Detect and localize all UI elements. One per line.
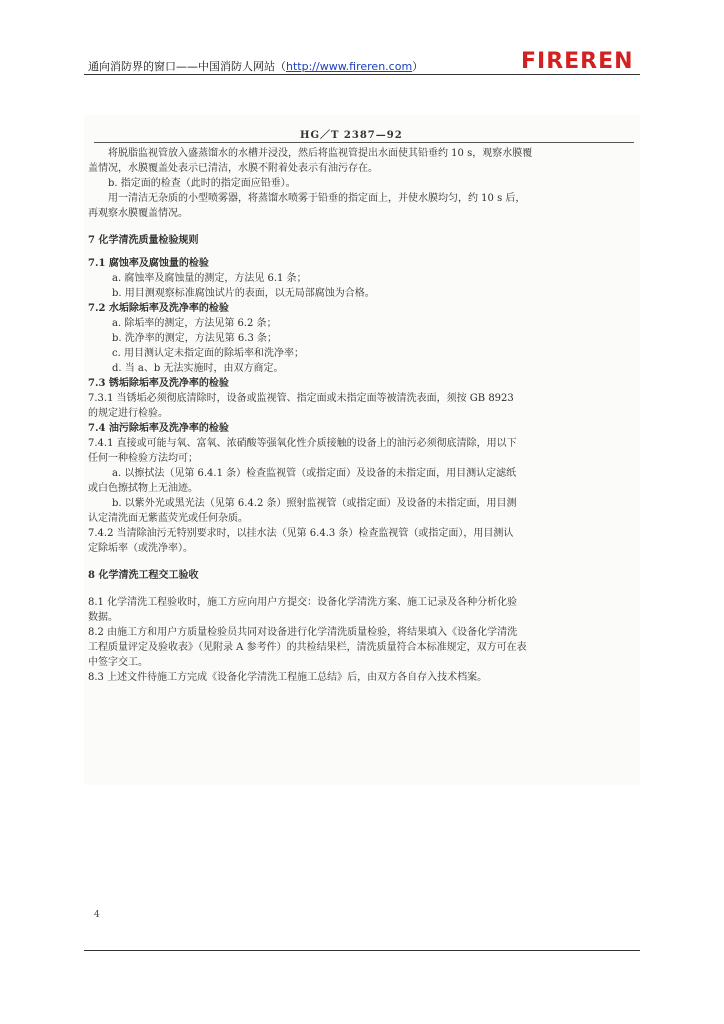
text-line: a. 腐蚀率及腐蚀量的测定，方法见 6.1 条； [112,273,307,284]
text-line: b. 洗净率的测定，方法见第 6.3 条； [112,333,278,344]
footer-divider [84,950,640,951]
text-line: 数据。 [88,612,118,623]
standard-number: HG／T 2387—92 [300,130,403,141]
text-line: c. 用目测认定未指定面的除垢率和洗净率； [112,348,304,359]
header-prefix: 通向消防界的窗口——中国消防人网站（ [88,60,286,73]
section-heading: 7.3 锈垢除垢率及洗净率的检验 [88,378,229,389]
text-line: 8.1 化学清洗工程验收时，施工方应向用户方提交：设备化学清洗方案、施工记录及各种分析化验 [88,597,518,608]
text-line: 的规定进行检验。 [88,408,168,419]
text-line: 定除垢率（或洗净率）。 [88,543,193,554]
text-line: 盖情况，水膜覆盖处表示已清洁，水膜不附着处表示有油污存在。 [88,163,378,174]
spacer [88,248,634,256]
text-line: 用一清洁无杂质的小型喷雾器，将蒸馏水喷雾于铅垂的指定面上，并使水膜均匀，约 10 s 后， [108,193,526,204]
section-heading: 7 化学清洗质量检验规则 [88,235,199,246]
text-line: 8.3 上述文件待施工方完成《设备化学清洗工程施工总结》后，由双方各自存入技术档案。 [88,672,488,683]
text-line: 认定清洗面无紫蓝荧光或任何杂质。 [88,513,248,524]
text-line: b. 用目测观察标准腐蚀试片的表面，以无局部腐蚀为合格。 [112,288,375,299]
section-heading: 7.2 水垢除垢率及洗净率的检验 [88,303,229,314]
text-line: 将脱脂监视管放入盛蒸馏水的水槽并浸没，然后将监视管提出水面使其铅垂约 10 s，观察水膜覆 [108,148,533,159]
section-heading: 8 化学清洗工程交工验收 [88,570,199,581]
header-divider [84,74,640,75]
spacer [88,556,634,568]
text-line: 再观察水膜覆盖情况。 [88,208,188,219]
text-line: a. 以擦拭法（见第 6.4.1 条）检查监视管（或指定面）及设备的未指定面，用目测认定滤纸 [112,468,517,479]
fireren-logo: FIREREN [521,49,634,74]
site-header-text [88,58,423,74]
text-line: 7.4.2 当清除油污无特别要求时，以挂水法（见第 6.4.3 条）检查监视管（或指定面），用目测认 [88,528,514,539]
text-line: b. 以紫外光或黑光法（见第 6.4.2 条）照射监视管（或指定面）及设备的未指定面，用目测 [112,498,517,509]
text-line: 7.4.1 直接或可能与氧、富氧、浓硝酸等强氧化性介质接触的设备上的油污必须彻底清除，用以下 [88,438,517,449]
text-line: 或白色擦拭物上无油迹。 [88,483,198,494]
site-link[interactable]: http://www.fireren.com [286,60,413,73]
document-body [88,146,634,685]
standard-divider [94,142,634,143]
text-line: 8.2 由施工方和用户方质量检验员共同对设备进行化学清洗质量检验，将结果填入《设备化学清洗 [88,627,518,638]
spacer [88,221,634,233]
section-heading: 7.4 油污除垢率及洗净率的检验 [88,423,229,434]
text-line: 工程质量评定及验收表》（见附录 A 参考件）的共检结果栏，清洗质量符合本标准规定，双方可在表 [88,642,527,653]
text-line: a. 除垢率的测定，方法见第 6.2 条； [112,318,277,329]
text-line: d. 当 a、b 无法实施时，由双方商定。 [112,363,284,374]
page-number: 4 [94,910,100,920]
spacer [88,583,634,595]
text-line: 中签字交工。 [88,657,148,668]
text-line: b. 指定面的检查（此时的指定面应铅垂）。 [108,178,296,189]
text-line: 7.3.1 当锈垢必须彻底清除时，设备或监视管、指定面或未指定面等被清洗表面，须按 GB 8923 [88,393,514,404]
text-line: 任何一种检验方法均可； [88,453,198,464]
section-heading: 7.1 腐蚀率及腐蚀量的检验 [88,258,209,269]
header-suffix: ） [412,60,424,73]
